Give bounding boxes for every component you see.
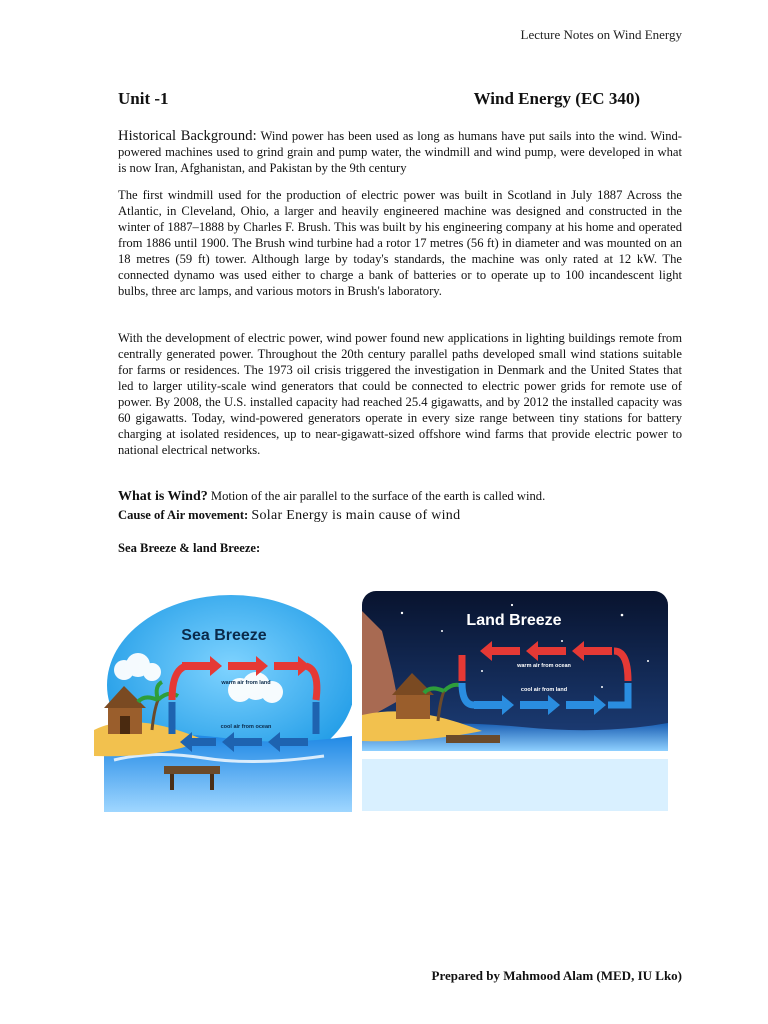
wind-text: Motion of the air parallel to the surface of the earth is called wind. [210, 489, 546, 503]
sea-breeze-title: Sea Breeze [181, 627, 267, 644]
course-title: Wind Energy (EC 340) [473, 89, 640, 108]
history-text: Wind power has been used as long as humans have put sails into the wind. Wind-powered machines used to grind grain and pump water, the windmill and wind pump, were developed in what is now Iran, Afghanistan, and Pakistan by the 9th century [118, 129, 682, 175]
unit-label: Unit -1 [118, 89, 169, 108]
header-note: Lecture Notes on Wind Energy [520, 27, 682, 42]
development-paragraph: With the development of electric power, wind power found new applications in lighting buildings remote from centrally generated power. Throughout the 20th century parallel paths developed small wind stations suitable for farms or residences. The 1973 oil crisis triggered the investigation in Denmark and the United States that led to larger utility-scale wind generators that could be connected to electric power grids for remote use of power. By 2008, the U.S. installed capacity had reached 25.4 gigawatts, and by 2012 the installed capacity was 60 gigawatts. Today, wind-powered generators operate in every size range between tiny stations for battery charging at isolated residences, up to near-gigawatt-sized offshore wind farms that provide electric power to national electrical networks. [118, 331, 682, 457]
breeze-section-label: Sea Breeze & land Breeze: [118, 541, 261, 555]
unit-heading-row [118, 89, 640, 111]
sea-breeze-bottom-note: cool air from ocean [220, 724, 272, 730]
footer-credit: Prepared by Mahmood Alam (MED, IU Lko) [431, 968, 682, 983]
air-movement-cause [118, 507, 682, 524]
wind-definition [118, 488, 682, 505]
sea-breeze-top-note: warm air from land [221, 680, 271, 686]
land-breeze-title: Land Breeze [466, 612, 562, 629]
history-label: Historical Background: [118, 128, 257, 144]
wind-label: What is Wind? [118, 489, 208, 504]
land-breeze-bottom-note: cool air from land [520, 687, 568, 693]
land-breeze-top-note: warm air from ocean [517, 663, 571, 669]
cause-text: Solar Energy is main cause of wind [251, 508, 461, 523]
land-breeze-illustration [362, 591, 668, 811]
history-paragraph [118, 128, 682, 176]
cause-label: Cause of Air movement: [118, 508, 249, 522]
brush-paragraph: The first windmill used for the production of electric power was built in Scotland in July 1887 Across the Atlantic, in Cleveland, Ohio, a larger and heavily engineered machine was designed and constructed in the winter of 1887–1888 by Charles F. Brush. This was built by his engineering company at his home and operated from 1886 until 1900. The Brush wind turbine had a rotor 17 metres (56 ft) in diameter and was mounted on an 18 metres (59 ft) tower. Although large by today's standards, the machine was only rated at 12 kW. The connected dynamo was used either to charge a bank of batteries or to operate up to 100 incandescent light bulbs, three arc lamps, and various motors in Brush's laboratory. [118, 188, 682, 298]
sea-breeze-illustration [94, 590, 352, 812]
